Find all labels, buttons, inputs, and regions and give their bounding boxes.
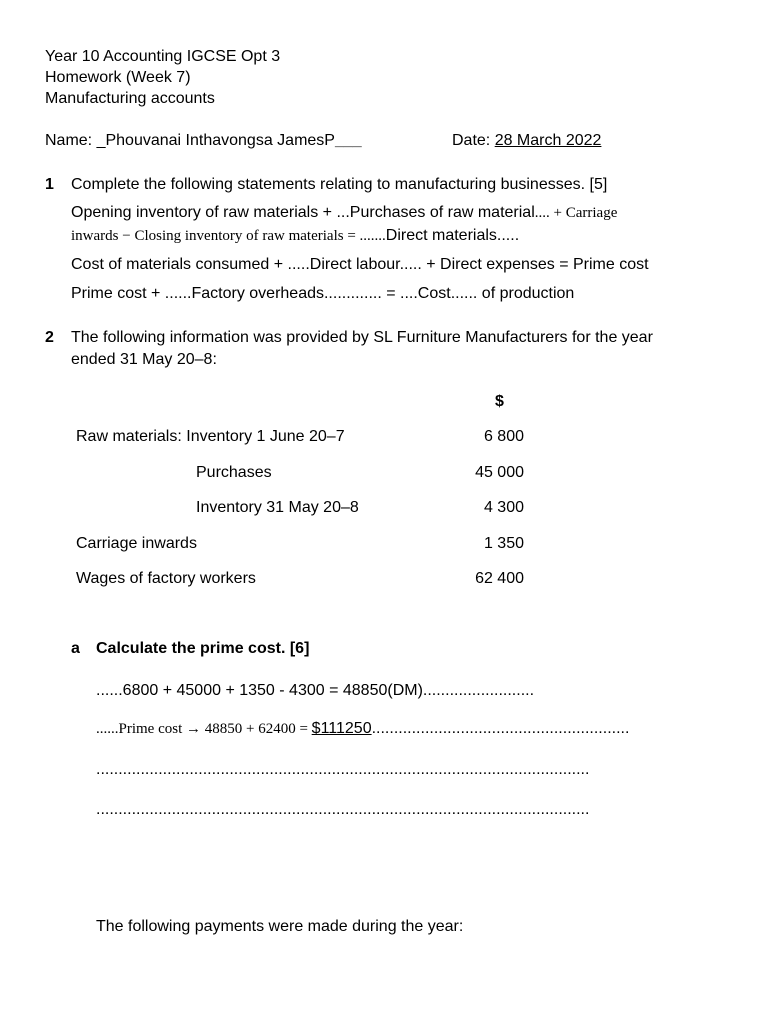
table-row-label: Raw materials: Inventory 1 June 20–7 [76,428,345,445]
table-row-label: Wages of factory workers [76,570,256,587]
table-row-label: Inventory 31 May 20–8 [196,499,359,516]
table-row-value: 1 350 [483,535,524,552]
q1-statement-3: Prime cost + ......Factory overheads............. = ....Cost...... of production [71,285,575,302]
q1-statement-1-result: Direct materials..... [385,227,520,244]
table-row-value: 62 400 [475,570,524,587]
answer-line-1: ......6800 + 45000 + 1350 - 4300 = 48850(DM)......................... [96,682,535,699]
table-row-value: 4 300 [483,499,524,516]
table-row-value: 6 800 [483,428,524,445]
currency-header: $ [495,393,504,410]
q1-prompt: Complete the following statements relating to manufacturing businesses. [5] [71,176,608,193]
q2-number: 2 [45,329,54,346]
name-value: _Phouvanai Inthavongsa JamesP [96,132,335,149]
q1-statement-1-answer: .... + Carriage [534,205,618,221]
q1-statement-1-text: Opening inventory of raw materials + ...Purchases of raw material [71,204,535,221]
part-a-prompt: Calculate the prime cost. [6] [96,640,310,657]
name-field [45,131,362,151]
table-row-value: 45 000 [475,464,524,481]
homework-week: Homework (Week 7) [45,69,191,86]
answer-line-4-blank: ............................................................................................................... [96,801,590,818]
answer-line-2 [96,719,629,739]
name-blank: ___ [334,132,362,149]
course-title: Year 10 Accounting IGCSE Opt 3 [45,48,281,65]
date-value: 28 March 2022 [494,132,602,149]
answer-line-3-blank: ............................................................................................................... [96,761,590,778]
answer-line-2-text: ......Prime cost → 48850 + 62400 = [96,721,312,737]
q1-statement-2: Cost of materials consumed + .....Direct labour..... + Direct expenses = Prime cost [71,256,649,273]
table-row-label: Carriage inwards [76,535,197,552]
q2-intro-line-2: ended 31 May 20–8: [71,351,217,368]
q1-number: 1 [45,176,54,193]
q1-statement-1-line-1 [71,203,617,223]
table-row-label: Purchases [196,464,272,481]
answer-line-2-dots: .......................................................... [371,720,630,737]
payments-intro: The following payments were made during the year: [96,918,464,935]
date-label: Date: [452,132,495,149]
q2-intro-line-1: The following information was provided by SL Furniture Manufacturers for the year [71,329,653,346]
part-a-letter: a [71,640,80,657]
date-field [452,131,601,151]
name-label: Name: [45,132,97,149]
answer-line-2-total: $111250 [311,720,372,737]
topic-title: Manufacturing accounts [45,90,215,107]
q1-statement-1-continuation: inwards − Closing inventory of raw materials = ....... [71,228,386,244]
q1-statement-1-line-2 [71,226,519,246]
